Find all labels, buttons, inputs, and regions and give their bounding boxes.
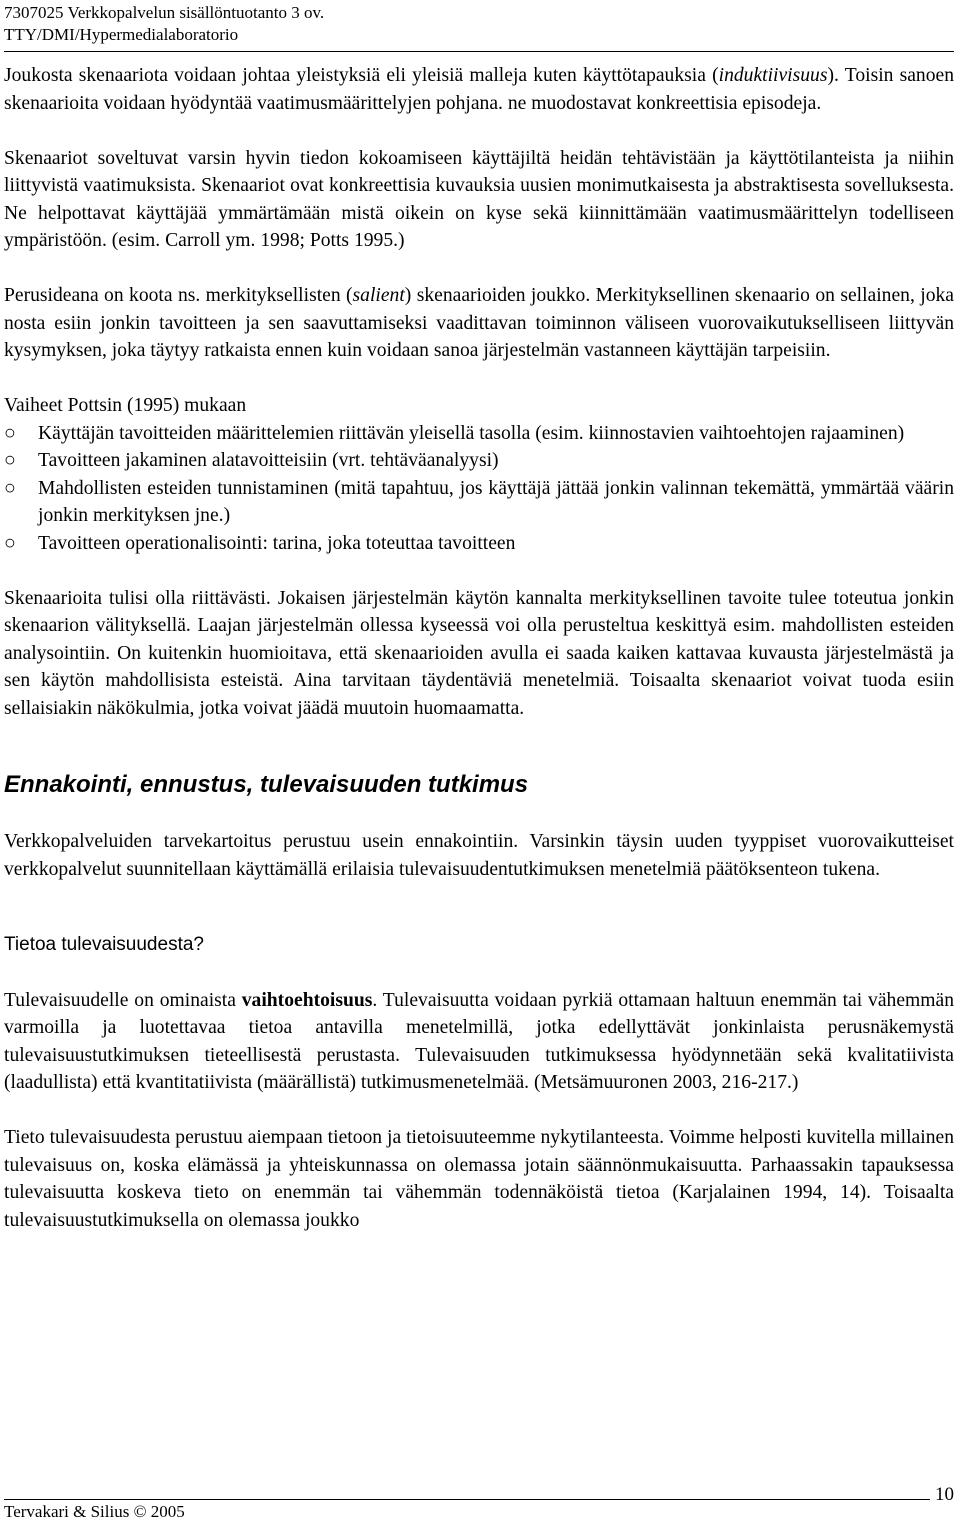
list-item: ○ Mahdollisten esteiden tunnistaminen (mitä tapahtuu, jos käyttäjä jättää jonkin valinnan tekemättä, ymmärtää väärin jonkin merkityksen jne.) (4, 475, 954, 530)
phases-intro: Vaiheet Pottsin (1995) mukaan (4, 395, 247, 416)
paragraph-needs-mapping: Verkkopalveluiden tarvekartoitus perustuu usein ennakointiin. Varsinkin täysin uuden tyyppiset vuorovaikutteiset verkkopalvelut suunnitellaan käyttämällä erilaisia tulevaisuudentutkimuksen menetelmiä päätöksenteon tukena. (4, 831, 954, 880)
italic-term: salient (352, 285, 405, 306)
bullet-circle-icon: ○ (4, 532, 16, 554)
department: TTY/DMI/Hypermedialaboratorio (4, 25, 239, 44)
bullet-circle-icon: ○ (4, 450, 16, 471)
italic-term: induktiivisuus (718, 65, 828, 86)
course-title: 7307025 Verkkopalvelun sisällöntuotanto 3 ov. (4, 3, 325, 22)
footer-rule (4, 1499, 930, 1500)
header-rule (4, 51, 954, 52)
page-header (4, 2, 324, 46)
paragraph-scenarios-usefulness: Skenaariot soveltuvat varsin hyvin tiedon kokoamiseen käyttäjiltä heidän tehtävistään ja käyttötilanteista ja niihin liittyvistä vaatimuksista. Skenaariot ovat konkreettisia kuvauksia uusien monimutkaisesta ja abstraktisesta sovelluksesta. Ne helpottavat käyttäjää ymmärtämään mistä oikein on kyse sekä kiinnittämään vaatimusmäärittelyn todelliseen ympäristöön. (esim. Carroll ym. 1998; Potts 1995.) (4, 147, 954, 251)
list-item: ○ Tavoitteen operationalisointi: tarina, joka toteuttaa tavoitteen (4, 530, 954, 558)
paragraph-scenarios-generalization: Joukosta skenaariota voidaan johtaa yleistyksiä eli yleisiä malleja kuten käyttötapauksia (induktiivisuus). Toisin sanoen skenaarioita voidaan hyödyntää vaatimusmäärittelyjen pohjana. ne muodostavat konkreettisia episodeja. (4, 65, 955, 114)
footer-authors: Tervakari & Silius © 2005 (4, 1502, 185, 1521)
bullet-circle-icon: ○ (4, 422, 16, 444)
subsection-heading: Tietoa tulevaisuudesta? (4, 934, 204, 955)
paragraph-basic-idea: Perusideana on koota ns. merkityksellisten (salient) skenaarioiden joukko. Merkityksellinen skenaario on sellainen, joka nosta esiin jonkin tavoitteen ja sen saavuttamiseksi vaadittavan toiminnon väliseen vuorovaikutukselliseen liittyvän kysymyksen, joka täytyy ratkaista ennen kuin voidaan sanoa järjestelmän vastanneen käyttäjän tarpeisiin. (4, 285, 954, 361)
bullet-circle-icon: ○ (4, 477, 16, 499)
section-heading: Ennakointi, ennustus, tulevaisuuden tutkimus (4, 771, 529, 798)
list-item: ○ Tavoitteen jakaminen alatavoitteisiin (vrt. tehtäväanalyysi) (4, 447, 954, 475)
document-body (4, 62, 954, 1234)
paragraph-alternativeness: Tulevaisuudelle on ominaista vaihtoehtoisuus. Tulevaisuutta voidaan pyrkiä ottamaan haltuun enemmän tai vähemmän varmoilla ja luotettavaa tietoa antavilla menetelmillä, jotka edellyttävät jonkinlaista perusnäkemystä tulevaisuustutkimuksen tieteellisestä perustasta. Tulevaisuuden tutkimuksessa hyödynnetään sekä kvalitatiivista (laadullista) että kvantitatiivista (määrällistä) tutkimusmenetelmää. (Metsämuuronen 2003, 216-217.) (4, 989, 954, 1093)
list-item: ○ Käyttäjän tavoitteiden määrittelemien riittävän yleisellä tasolla (esim. kiinnostavien vaihtoehtojen rajaaminen) (4, 420, 954, 448)
bold-term: vaihtoehtoisuus (241, 989, 373, 1011)
phases-list (4, 420, 954, 558)
paragraph-sufficiency: Skenaarioita tulisi olla riittävästi. Jokaisen järjestelmän käytön kannalta merkityksellinen tavoite tulee toteutua jonkin skenaarion välityksellä. Laajan järjestelmän ollessa kyseessä voi olla perusteltua keskittyä esim. mahdollisten esteiden analysointiin. On kuitenkin huomioitava, että skenaarioiden avulla ei saada kaiken kattavaa kuvausta järjestelmästä ja sen käytön mahdollisista esteistä. Aina tarvitaan täydentäviä menetelmiä. Toisaalta skenaariot voivat tuoda esiin sellaisiakin näkökulmia, jotka voivat jäädä muutoin huomaamatta. (4, 587, 954, 719)
paragraph-future-knowledge: Tieto tulevaisuudesta perustuu aiempaan tietoon ja tietoisuuteemme nykytilanteesta. Voimme helposti kuvitella millainen tulevaisuus on, koska elämässä ja yhteiskunnassa on olemassa jotain säännönmukaisuutta. Parhaassakin tapauksessa tulevaisuutta koskeva tieto on enemmän tai vähemmän todennäköistä tietoa (Karjalainen 1994, 14). Toisaalta tulevaisuustutkimuksella on olemassa joukko (4, 1127, 954, 1231)
page-number: 10 (935, 1484, 954, 1505)
